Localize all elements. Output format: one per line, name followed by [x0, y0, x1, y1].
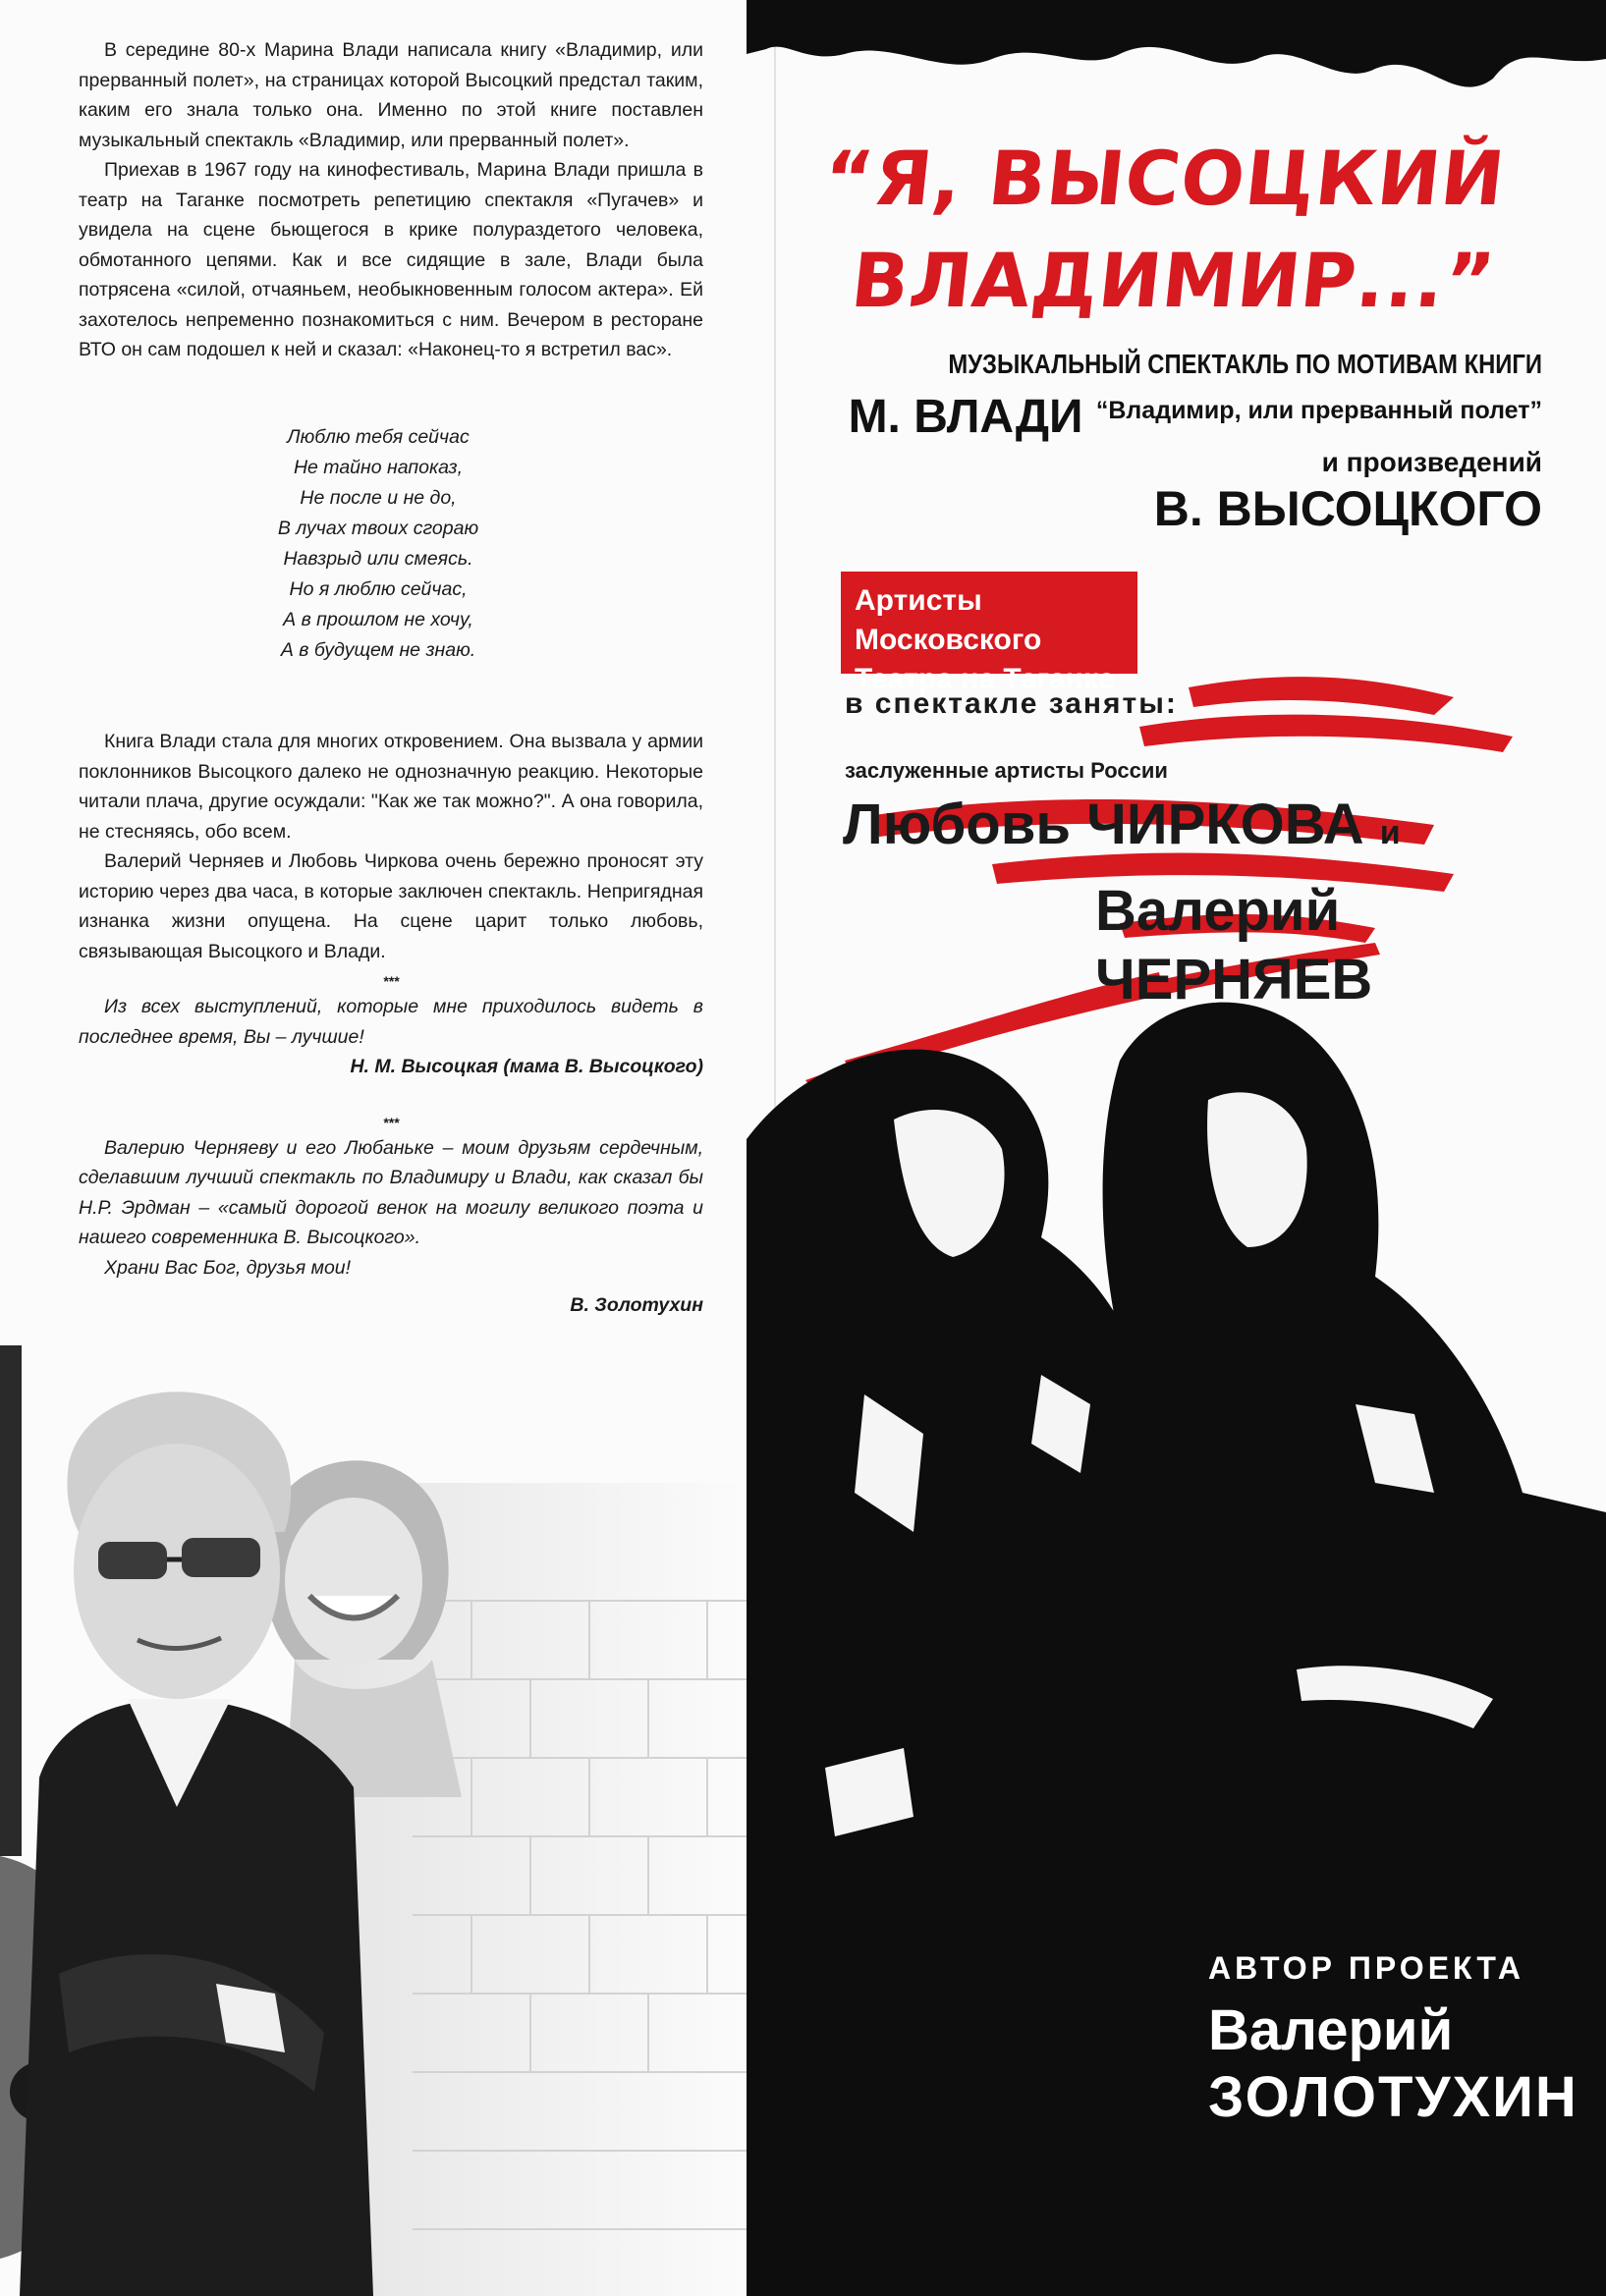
honored-label: заслуженные артисты России [845, 758, 1168, 783]
subtitle-block [815, 346, 1542, 537]
poem [216, 422, 540, 666]
cast-label: в спектакле заняты: [845, 687, 1178, 720]
actor-name-text: Любовь ЧИРКОВА [843, 793, 1364, 856]
right-panel [747, 0, 1606, 2296]
title-line: “Я, ВЫСОЦКИЙ [819, 135, 1510, 222]
subtitle-line: МУЗЫКАЛЬНЫЙ СПЕКТАКЛЬ ПО МОТИВАМ КНИГИ [948, 349, 1542, 379]
paragraph: Приехав в 1967 году на кинофестиваль, Марина Влади пришла в театр на Таганке посмотреть репетицию спектакля «Пугачев» и увидела на сцене бьющегося в крике полураздетого человека, обмотанного цепями. Как и все сидящие в зале, Влади была потрясена «силой, отчаяньем, необыкновенным голосом актера». Ей захотелось непременно познакомиться с ним. Вечером в ресторане ВТО он сам подошел к ней и сказал: «Наконец-то я встретил вас». [79, 159, 703, 360]
poem-line: А в прошлом не хочу, [283, 609, 473, 630]
poet-name: В. ВЫСОЦКОГО [1153, 481, 1542, 536]
paragraph: В середине 80-х Марина Влади написала книгу «Владимир, или прерванный полет», на страницах которой Высоцкий предстал таким, каким его знала только она. Именно по этой книге поставлен музыкальный спектакль «Владимир, или прерванный полет». [79, 39, 703, 151]
paragraph: Валерий Черняев и Любовь Чиркова очень бережно проносят эту историю через два часа, в которые заключен спектакль. Непригядная изнанка жизни опущена. На сцене царит только любовь, связывающая Высоцкого и Влади. [79, 850, 703, 962]
quote: Валерию Черняеву и его Любаньке – моим друзьям сердечным, сделавшим лучший спектакль по Владимиру и Влади, как сказал бы Н.Р. Эрдман – «самый дорогой венок на могилу великого поэта и нашего современника В. Высоцкого». [79, 1136, 703, 1248]
author-label: АВТОР ПРОЕКТА [1208, 1950, 1524, 1986]
actor-name [843, 791, 1401, 867]
signature: Н. М. Высоцкая (мама В. Высоцкого) [350, 1056, 703, 1077]
theatre-badge [841, 572, 1137, 695]
separator: *** [382, 1114, 400, 1130]
left-panel [0, 0, 747, 2296]
subtitle-line: и произведений [1321, 447, 1542, 477]
poem-line: Не тайно напоказ, [293, 457, 464, 478]
author-last-name: ЗОЛОТУХИН [1208, 2065, 1578, 2129]
poster-title [736, 128, 1582, 332]
title-line: ВЛАДИМИР...” [847, 237, 1500, 324]
quote: Из всех выступлений, которые мне приходилось видеть в последнее время, Вы – лучшие! [79, 996, 703, 1048]
conjunction: и [1379, 814, 1401, 851]
badge-line: Артисты Московского [855, 584, 1042, 656]
poem-line: Навзрыд или смеясь. [283, 548, 473, 570]
subtitle-author [815, 383, 1542, 445]
author-first-name: Валерий [1208, 1998, 1454, 2062]
actor-name: Валерий ЧЕРНЯЕВ [1095, 879, 1373, 1011]
poem-line: Не после и не до, [300, 487, 457, 509]
signature: В. Золотухин [570, 1294, 703, 1316]
badge-line: Театра на Таганке [855, 663, 1115, 695]
portrait-photo [0, 1345, 747, 2296]
book-title: “Владимир, или прерванный полет” [1095, 397, 1542, 424]
quote: Храни Вас Бог, друзья мои! [104, 1256, 352, 1279]
poem-line: В лучах твоих сгораю [277, 518, 479, 539]
poem-line: Люблю тебя сейчас [287, 426, 470, 448]
ink-splash-top [747, 0, 1606, 87]
poem-line: А в будущем не знаю. [280, 639, 476, 661]
author-block [1208, 1944, 1578, 2131]
author-name: М. ВЛАДИ [848, 391, 1083, 443]
separator: *** [382, 973, 400, 989]
review-text [79, 727, 703, 1321]
paragraph: Книга Влади стала для многих откровением. Она вызвала у армии поклонников Высоцкого далеко не однозначную реакцию. Некоторые читали плача, другие осуждали: "Как же так можно?". А она говорила, не стесняясь, обо всем. [79, 731, 703, 843]
intro-text [79, 35, 703, 365]
poem-line: Но я люблю сейчас, [289, 578, 468, 600]
